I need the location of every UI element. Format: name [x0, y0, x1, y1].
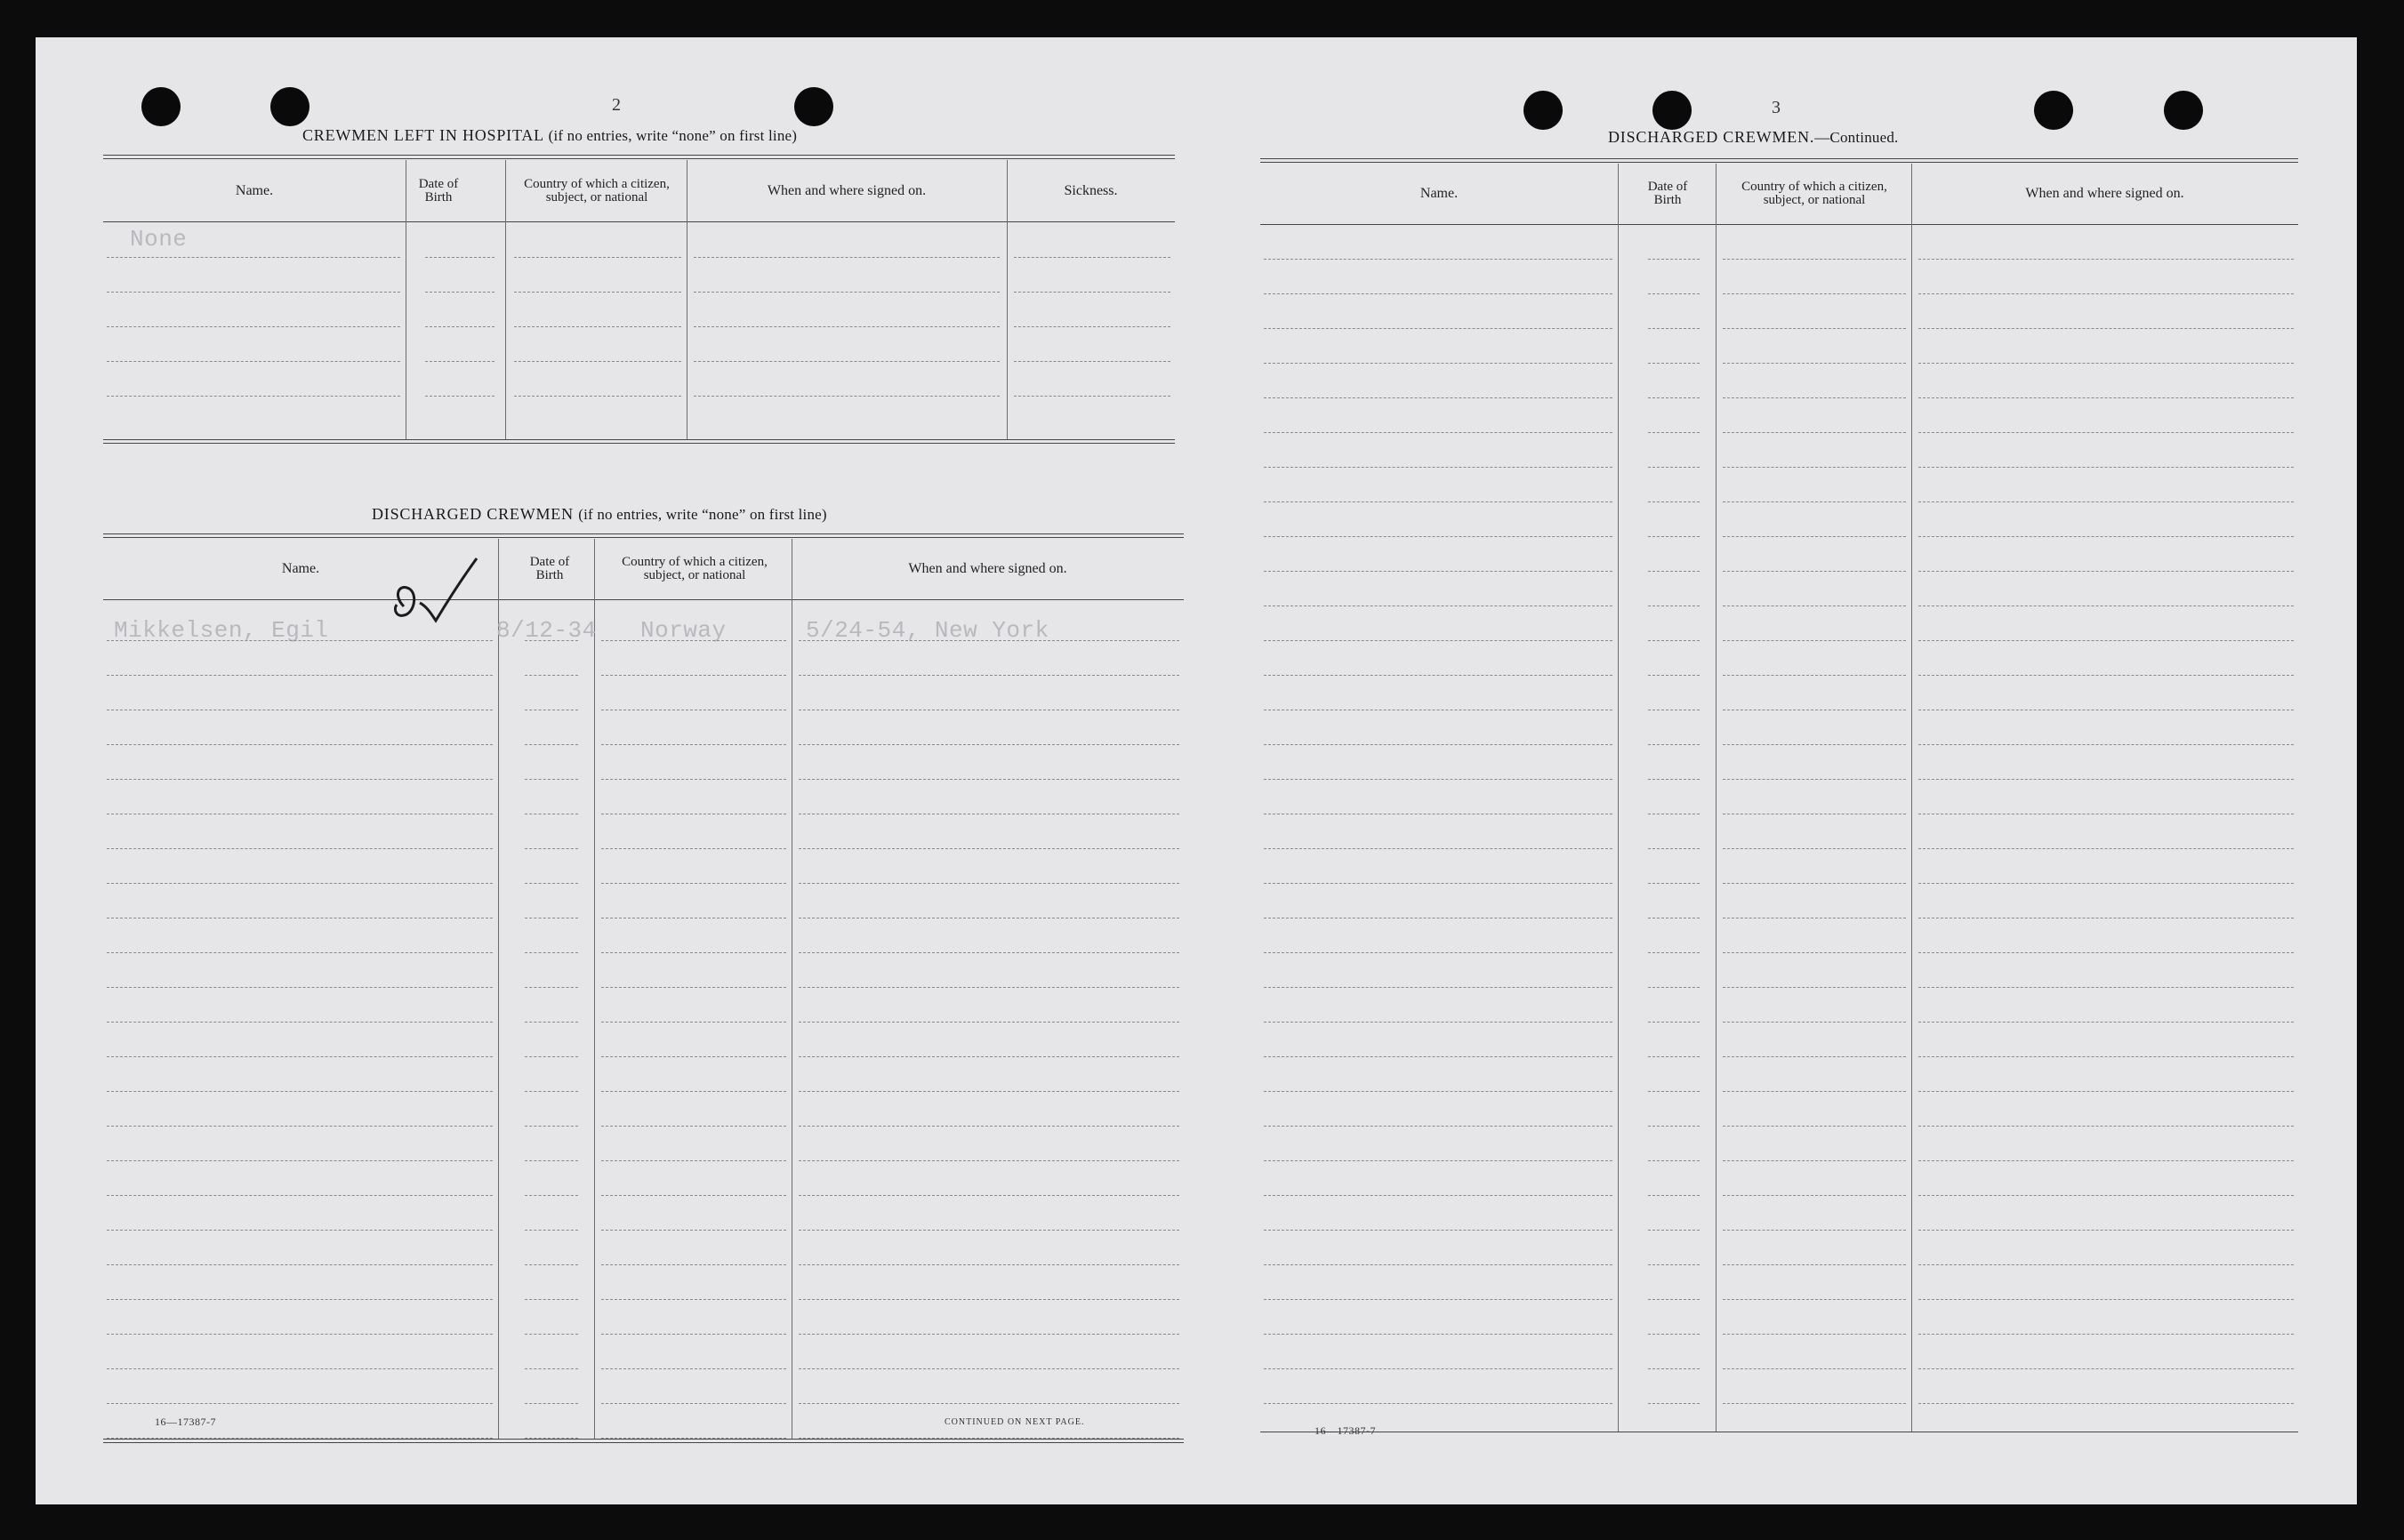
ruled-line — [1918, 744, 2294, 745]
column-header-name: Name. — [235, 182, 274, 198]
ruled-line — [1264, 744, 1612, 745]
ruled-line — [1918, 883, 2294, 884]
form-sheet — [36, 37, 2357, 1504]
ruled-line — [1723, 987, 1906, 988]
ruled-line — [799, 1022, 1179, 1023]
ruled-line — [1648, 571, 1700, 572]
ruled-line — [107, 952, 493, 953]
ruled-line — [514, 361, 681, 362]
ruled-line — [525, 640, 578, 641]
ruled-line — [799, 883, 1179, 884]
ruled-line — [694, 292, 1000, 293]
ruled-line — [799, 1368, 1179, 1369]
ruled-line — [1723, 432, 1906, 433]
ruled-line — [1648, 744, 1700, 745]
ruled-line — [107, 779, 493, 780]
ruled-line — [694, 361, 1000, 362]
ruled-line — [1264, 1264, 1612, 1265]
ruled-line — [1918, 1056, 2294, 1057]
ruled-line — [1648, 1403, 1700, 1404]
ruled-line — [1264, 675, 1612, 676]
ruled-line — [1918, 779, 2294, 780]
ruled-line — [425, 361, 494, 362]
ruled-line — [694, 257, 1000, 258]
ruled-line — [1648, 328, 1700, 329]
ruled-line — [1723, 1195, 1906, 1196]
punch-hole-icon — [270, 87, 310, 126]
ruled-line — [799, 1126, 1179, 1127]
punch-hole-icon — [1652, 91, 1692, 130]
ruled-line — [601, 1022, 786, 1023]
ruled-line — [1264, 432, 1612, 433]
ruled-line — [1918, 675, 2294, 676]
ruled-line — [601, 1264, 786, 1265]
ruled-line — [107, 257, 400, 258]
ruled-line — [107, 1091, 493, 1092]
ruled-line — [601, 1334, 786, 1335]
ruled-line — [525, 987, 578, 988]
hospital-section-title: CREWMEN LEFT IN HOSPITAL (if no entries, write “none” on first line) — [302, 126, 798, 144]
ruled-line — [1648, 1091, 1700, 1092]
ruled-line — [1918, 1264, 2294, 1265]
ruled-line — [514, 396, 681, 397]
ruled-line — [1014, 361, 1170, 362]
ruled-line — [1648, 397, 1700, 398]
ruled-line — [1723, 363, 1906, 364]
ruled-line — [525, 1091, 578, 1092]
ruled-line — [107, 1438, 493, 1439]
column-header-date-of-birth: Date of Birth — [529, 555, 570, 582]
ruled-line — [1648, 952, 1700, 953]
column-header-signed-on: When and where signed on. — [2025, 186, 2184, 201]
ruled-line — [1918, 1299, 2294, 1300]
ruled-line — [1648, 640, 1700, 641]
ruled-line — [1264, 467, 1612, 468]
ruled-line — [1723, 744, 1906, 745]
ruled-line — [1264, 1334, 1612, 1335]
ruled-line — [601, 1299, 786, 1300]
ruled-line — [1648, 1368, 1700, 1369]
ruled-line — [1648, 779, 1700, 780]
ruled-line — [799, 1056, 1179, 1057]
ruled-line — [1918, 1126, 2294, 1127]
ruled-line — [1264, 571, 1612, 572]
ruled-line — [1264, 328, 1612, 329]
ruled-line — [1014, 396, 1170, 397]
ruled-line — [1648, 536, 1700, 537]
ruled-line — [799, 848, 1179, 849]
ruled-line — [1918, 328, 2294, 329]
ruled-line — [1264, 397, 1612, 398]
ruled-line — [1264, 1126, 1612, 1127]
ruled-line — [1264, 536, 1612, 537]
ruled-line — [1264, 1195, 1612, 1196]
ruled-line — [601, 675, 786, 676]
column-header-country: Country of which a citizen, subject, or national — [622, 555, 768, 582]
ruled-line — [1264, 848, 1612, 849]
ruled-line — [1918, 987, 2294, 988]
ruled-line — [799, 1403, 1179, 1404]
ruled-line — [107, 292, 400, 293]
ruled-line — [1648, 363, 1700, 364]
ruled-line — [1918, 467, 2294, 468]
ruled-line — [107, 1299, 493, 1300]
crewman-country: Norway — [640, 617, 727, 644]
ruled-line — [425, 396, 494, 397]
ruled-line — [1264, 363, 1612, 364]
ruled-line — [107, 987, 493, 988]
ruled-line — [1723, 1334, 1906, 1335]
ruled-line — [107, 1160, 493, 1161]
ruled-line — [525, 952, 578, 953]
handwritten-check-mark-icon — [384, 551, 482, 631]
ruled-line — [1014, 257, 1170, 258]
hospital-table — [103, 155, 1175, 445]
ruled-line — [1648, 293, 1700, 294]
column-header-name: Name. — [1419, 186, 1459, 201]
ruled-line — [1723, 1160, 1906, 1161]
ruled-line — [1264, 1160, 1612, 1161]
ruled-line — [107, 744, 493, 745]
ruled-line — [1723, 1368, 1906, 1369]
ruled-line — [1648, 848, 1700, 849]
ruled-line — [525, 848, 578, 849]
continued-on-next-page: CONTINUED ON NEXT PAGE. — [945, 1417, 1085, 1427]
ruled-line — [107, 396, 400, 397]
ruled-line — [107, 1264, 493, 1265]
ruled-line — [1648, 1126, 1700, 1127]
column-header-signed-on: When and where signed on. — [908, 561, 1067, 576]
ruled-line — [1723, 1056, 1906, 1057]
column-header-sickness: Sickness. — [1064, 182, 1118, 198]
ruled-line — [107, 361, 400, 362]
ruled-line — [425, 292, 494, 293]
ruled-line — [601, 779, 786, 780]
column-header-date-of-birth: Date of Birth — [418, 176, 459, 205]
ruled-line — [1264, 883, 1612, 884]
ruled-line — [1648, 1334, 1700, 1335]
ruled-line — [1723, 293, 1906, 294]
ruled-line — [1918, 432, 2294, 433]
crewman-date-of-birth: 8/12-34 — [496, 617, 597, 644]
ruled-line — [1723, 1230, 1906, 1231]
form-number: 16—17387-7 — [1315, 1424, 1376, 1437]
ruled-line — [1648, 259, 1700, 260]
ruled-line — [107, 1056, 493, 1057]
ruled-line — [799, 675, 1179, 676]
ruled-line — [1264, 1403, 1612, 1404]
ruled-line — [1648, 1160, 1700, 1161]
column-header-country: Country of which a citizen, subject, or national — [1741, 180, 1887, 207]
ruled-line — [1723, 328, 1906, 329]
ruled-line — [1014, 292, 1170, 293]
ruled-line — [425, 257, 494, 258]
ruled-line — [1918, 1230, 2294, 1231]
ruled-line — [1918, 952, 2294, 953]
ruled-line — [1264, 952, 1612, 953]
ruled-line — [525, 1264, 578, 1265]
ruled-line — [799, 1299, 1179, 1300]
ruled-line — [694, 326, 1000, 327]
ruled-line — [1648, 675, 1700, 676]
ruled-line — [107, 1195, 493, 1196]
punch-hole-icon — [794, 87, 833, 126]
form-number: 16—17387-7 — [155, 1416, 216, 1428]
ruled-line — [525, 883, 578, 884]
ruled-line — [107, 1368, 493, 1369]
ruled-line — [1264, 1368, 1612, 1369]
ruled-line — [1648, 501, 1700, 502]
punch-hole-icon — [2034, 91, 2073, 130]
ruled-line — [525, 1056, 578, 1057]
ruled-line — [799, 1334, 1179, 1335]
ruled-line — [799, 1160, 1179, 1161]
ruled-line — [1264, 501, 1612, 502]
page-number: 3 — [1772, 98, 1781, 117]
ruled-line — [1264, 293, 1612, 294]
ruled-line — [601, 744, 786, 745]
ruled-line — [799, 1195, 1179, 1196]
crewman-signed-on: 5/24-54, New York — [806, 617, 1049, 644]
ruled-line — [525, 1230, 578, 1231]
ruled-line — [525, 1126, 578, 1127]
ruled-line — [107, 1334, 493, 1335]
ruled-line — [601, 1160, 786, 1161]
ruled-line — [601, 987, 786, 988]
ruled-line — [1723, 1022, 1906, 1023]
ruled-line — [799, 1091, 1179, 1092]
column-header-country: Country of which a citizen, subject, or national — [524, 176, 670, 205]
ruled-line — [525, 1299, 578, 1300]
ruled-line — [1723, 1403, 1906, 1404]
ruled-line — [799, 1264, 1179, 1265]
ruled-line — [107, 848, 493, 849]
hospital-entry-none: None — [130, 226, 188, 253]
ruled-line — [107, 1126, 493, 1127]
ruled-line — [1723, 536, 1906, 537]
ruled-line — [525, 1160, 578, 1161]
discharged-continued-table — [1260, 158, 2298, 1435]
ruled-line — [1264, 640, 1612, 641]
ruled-line — [601, 1091, 786, 1092]
discharged-table — [103, 533, 1184, 1446]
ruled-line — [1918, 848, 2294, 849]
ruled-line — [1723, 571, 1906, 572]
punch-hole-icon — [2164, 91, 2203, 130]
ruled-line — [1918, 1368, 2294, 1369]
punch-hole-icon — [1524, 91, 1563, 130]
ruled-line — [1723, 779, 1906, 780]
ruled-line — [1264, 1056, 1612, 1057]
ruled-line — [1918, 536, 2294, 537]
ruled-line — [799, 779, 1179, 780]
page-number: 2 — [612, 95, 621, 115]
ruled-line — [601, 1056, 786, 1057]
ruled-line — [601, 952, 786, 953]
ruled-line — [601, 1126, 786, 1127]
ruled-line — [601, 1438, 786, 1439]
ruled-line — [1723, 1264, 1906, 1265]
ruled-line — [601, 1368, 786, 1369]
ruled-line — [1918, 1403, 2294, 1404]
ruled-line — [1648, 883, 1700, 884]
ruled-line — [1648, 467, 1700, 468]
ruled-line — [1723, 1299, 1906, 1300]
ruled-line — [1918, 571, 2294, 572]
ruled-line — [799, 744, 1179, 745]
ruled-line — [799, 1438, 1179, 1439]
ruled-line — [1918, 363, 2294, 364]
ruled-line — [1264, 987, 1612, 988]
ruled-line — [1648, 432, 1700, 433]
ruled-line — [425, 326, 494, 327]
ruled-line — [1723, 467, 1906, 468]
ruled-line — [107, 675, 493, 676]
ruled-line — [1918, 259, 2294, 260]
ruled-line — [107, 326, 400, 327]
ruled-line — [525, 1334, 578, 1335]
ruled-line — [1918, 501, 2294, 502]
ruled-line — [1918, 1022, 2294, 1023]
ruled-line — [799, 1230, 1179, 1231]
ruled-line — [1648, 1264, 1700, 1265]
ruled-line — [107, 1403, 493, 1404]
ruled-line — [525, 1195, 578, 1196]
discharged-section-title: DISCHARGED CREWMEN (if no entries, write “none” on first line) — [372, 505, 827, 523]
ruled-line — [1648, 1022, 1700, 1023]
ruled-line — [107, 640, 493, 641]
ruled-line — [514, 257, 681, 258]
ruled-line — [1918, 1160, 2294, 1161]
ruled-line — [1918, 397, 2294, 398]
ruled-line — [601, 1403, 786, 1404]
ruled-line — [525, 744, 578, 745]
ruled-line — [514, 292, 681, 293]
ruled-line — [525, 1438, 578, 1439]
ruled-line — [601, 883, 786, 884]
ruled-line — [525, 1403, 578, 1404]
ruled-line — [1264, 1299, 1612, 1300]
ruled-line — [1723, 883, 1906, 884]
ruled-line — [1723, 501, 1906, 502]
ruled-line — [1648, 1056, 1700, 1057]
ruled-line — [1648, 1230, 1700, 1231]
ruled-line — [1918, 640, 2294, 641]
ruled-line — [1264, 779, 1612, 780]
ruled-line — [514, 326, 681, 327]
ruled-line — [694, 396, 1000, 397]
ruled-line — [1723, 848, 1906, 849]
ruled-line — [601, 640, 786, 641]
ruled-line — [1264, 1230, 1612, 1231]
ruled-line — [525, 675, 578, 676]
ruled-line — [107, 1022, 493, 1023]
ruled-line — [799, 987, 1179, 988]
ruled-line — [1648, 1299, 1700, 1300]
ruled-line — [525, 779, 578, 780]
ruled-line — [107, 1230, 493, 1231]
ruled-line — [1014, 326, 1170, 327]
ruled-line — [799, 952, 1179, 953]
ruled-line — [525, 1022, 578, 1023]
ruled-line — [1918, 1091, 2294, 1092]
ruled-line — [107, 883, 493, 884]
ruled-line — [1918, 1334, 2294, 1335]
ruled-line — [1264, 1091, 1612, 1092]
ruled-line — [1723, 1126, 1906, 1127]
ruled-line — [1648, 987, 1700, 988]
ruled-line — [1264, 259, 1612, 260]
ruled-line — [1723, 259, 1906, 260]
ruled-line — [1918, 1195, 2294, 1196]
ruled-line — [1648, 1195, 1700, 1196]
ruled-line — [601, 1230, 786, 1231]
ruled-line — [601, 1195, 786, 1196]
column-header-name: Name. — [281, 561, 320, 576]
ruled-line — [1723, 952, 1906, 953]
ruled-line — [601, 848, 786, 849]
ruled-line — [1918, 293, 2294, 294]
ruled-line — [525, 1368, 578, 1369]
ruled-line — [1723, 397, 1906, 398]
ruled-line — [799, 640, 1179, 641]
column-header-date-of-birth: Date of Birth — [1647, 180, 1688, 207]
ruled-line — [1723, 675, 1906, 676]
discharged-continued-title: DISCHARGED CREWMEN.—Continued. — [1608, 128, 1899, 146]
punch-hole-icon — [141, 87, 181, 126]
column-header-signed-on: When and where signed on. — [767, 182, 927, 198]
crewman-name: Mikkelsen, Egil — [114, 617, 329, 644]
ruled-line — [1723, 1091, 1906, 1092]
ruled-line — [1723, 640, 1906, 641]
ruled-line — [1264, 1022, 1612, 1023]
